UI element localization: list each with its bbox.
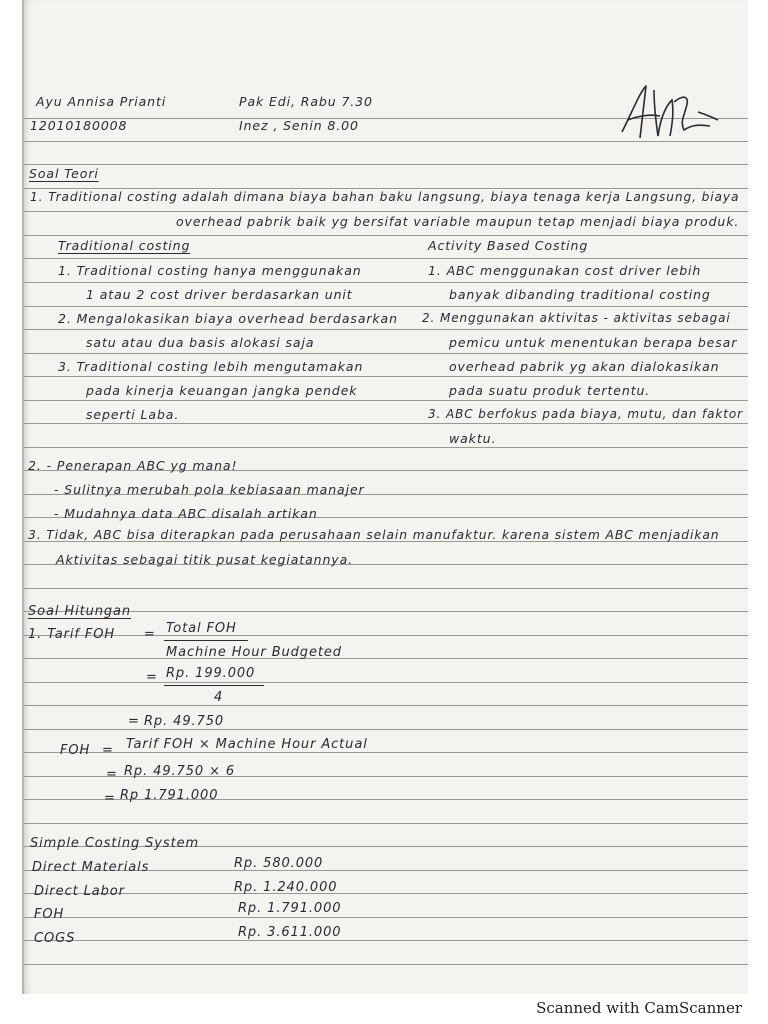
- equals-sign: =: [146, 670, 158, 685]
- rule-line: [24, 306, 748, 307]
- abc-item: overhead pabrik yg akan dialokasikan: [449, 359, 720, 374]
- traditional-heading: Traditional costing: [58, 238, 191, 253]
- equals-sign: =: [144, 627, 156, 642]
- q1-line-1: 1. Traditional costing adalah dimana biaya bahan baku langsung, biaya tenaga kerja Langsung, biaya: [30, 190, 740, 204]
- signature: [614, 82, 724, 144]
- q1-line-2: overhead pabrik baik yg bersifat variable maupun tetap menjadi biaya produk.: [176, 214, 740, 229]
- foh-step: Rp. 49.750 × 6: [124, 764, 236, 779]
- abc-item: 3. ABC berfokus pada biaya, mutu, dan faktor: [428, 407, 743, 421]
- cost-row-value: Rp. 3.611.000: [238, 925, 342, 940]
- q3-line-2: Aktivitas sebagai titik pusat kegiatannya.: [56, 552, 354, 567]
- rule-line: [24, 823, 748, 824]
- q2-line: - Sulitnya merubah pola kebiasaan manajer: [54, 482, 365, 497]
- rule-line: [24, 940, 748, 941]
- rule-line: [24, 964, 748, 965]
- rule-line: [24, 447, 748, 448]
- foh-formula: Tarif FOH × Machine Hour Actual: [126, 737, 368, 752]
- q2-line: 2. - Penerapan ABC yg mana!: [28, 458, 238, 473]
- foh-label: FOH: [60, 743, 91, 758]
- rule-line: [24, 282, 748, 283]
- equals-sign: =: [104, 791, 116, 806]
- rule-line: [24, 353, 748, 354]
- abc-item: 1. ABC menggunakan cost driver lebih: [428, 263, 702, 278]
- foh-result: Rp 1.791.000: [120, 788, 219, 803]
- rule-line: [24, 893, 748, 894]
- tarif-result: Rp. 49.750: [144, 714, 225, 729]
- abc-item: 2. Menggunakan aktivitas - aktivitas sebagai: [422, 311, 731, 325]
- rule-line: [24, 164, 748, 165]
- abc-item: waktu.: [449, 431, 497, 446]
- traditional-item: seperti Laba.: [86, 407, 180, 422]
- total-foh: Total FOH: [166, 621, 237, 636]
- rule-line: [24, 917, 748, 918]
- abc-item: banyak dibanding traditional costing: [449, 287, 711, 302]
- cost-row-value: Rp. 1.240.000: [234, 880, 338, 895]
- equals-sign: =: [128, 714, 140, 729]
- tarif-foh-label: 1. Tarif FOH: [28, 627, 116, 642]
- notebook-page: [22, 0, 748, 994]
- cost-row-label: COGS: [34, 931, 76, 946]
- cost-row-label: FOH: [34, 907, 65, 922]
- rule-line: [24, 588, 748, 589]
- rule-line: [24, 729, 748, 730]
- rule-line: [24, 211, 748, 212]
- abc-item: pemicu untuk menentukan berapa besar: [449, 335, 738, 350]
- scanner-watermark: Scanned with CamScanner: [536, 999, 742, 1017]
- student-name: Ayu Annisa Prianti: [36, 94, 167, 109]
- traditional-item: pada kinerja keuangan jangka pendek: [86, 383, 358, 398]
- section-title-teori: Soal Teori: [29, 166, 99, 181]
- abc-heading: Activity Based Costing: [428, 238, 589, 253]
- cost-row-value: Rp. 580.000: [234, 856, 324, 871]
- rule-line: [24, 635, 748, 636]
- rule-line: [24, 329, 748, 330]
- rule-line: [24, 658, 748, 659]
- equals-sign: =: [102, 743, 114, 758]
- traditional-item: 2. Mengalokasikan biaya overhead berdasarkan: [58, 311, 398, 326]
- simple-costing-title: Simple Costing System: [30, 836, 200, 851]
- q3-line-1: 3. Tidak, ABC bisa diterapkan pada perusahaan selain manufaktur. karena sistem ABC menjadikan: [28, 528, 720, 542]
- class-schedule-2: Inez , Senin 8.00: [239, 118, 359, 133]
- denominator: 4: [214, 690, 224, 705]
- section-title-hitungan: Soal Hitungan: [28, 604, 132, 619]
- rule-line: [24, 423, 748, 424]
- abc-item: pada suatu produk tertentu.: [449, 383, 651, 398]
- machine-hour-budgeted: Machine Hour Budgeted: [166, 645, 342, 660]
- student-id: 12010180008: [30, 118, 128, 133]
- traditional-item: 3. Traditional costing lebih mengutamakan: [58, 359, 364, 374]
- rule-line: [24, 705, 748, 706]
- fraction-bar: [164, 685, 264, 686]
- fraction-bar: [164, 640, 248, 641]
- rule-line: [24, 258, 748, 259]
- rule-line: [24, 752, 748, 753]
- rule-line: [24, 611, 748, 612]
- traditional-item: satu atau dua basis alokasi saja: [86, 335, 315, 350]
- q2-line: - Mudahnya data ABC disalah artikan: [54, 506, 318, 521]
- traditional-item: 1. Traditional costing hanya menggunakan: [58, 263, 362, 278]
- cost-row-value: Rp. 1.791.000: [238, 901, 342, 916]
- numerator: Rp. 199.000: [166, 666, 256, 681]
- rule-line: [24, 235, 748, 236]
- rule-line: [24, 376, 748, 377]
- traditional-item: 1 atau 2 cost driver berdasarkan unit: [86, 287, 353, 302]
- rule-line: [24, 682, 748, 683]
- equals-sign: =: [106, 767, 118, 782]
- rule-line: [24, 400, 748, 401]
- cost-row-label: Direct Materials: [32, 860, 150, 875]
- cost-row-label: Direct Labor: [34, 884, 125, 899]
- class-schedule-1: Pak Edi, Rabu 7.30: [239, 94, 373, 109]
- rule-line: [24, 188, 748, 189]
